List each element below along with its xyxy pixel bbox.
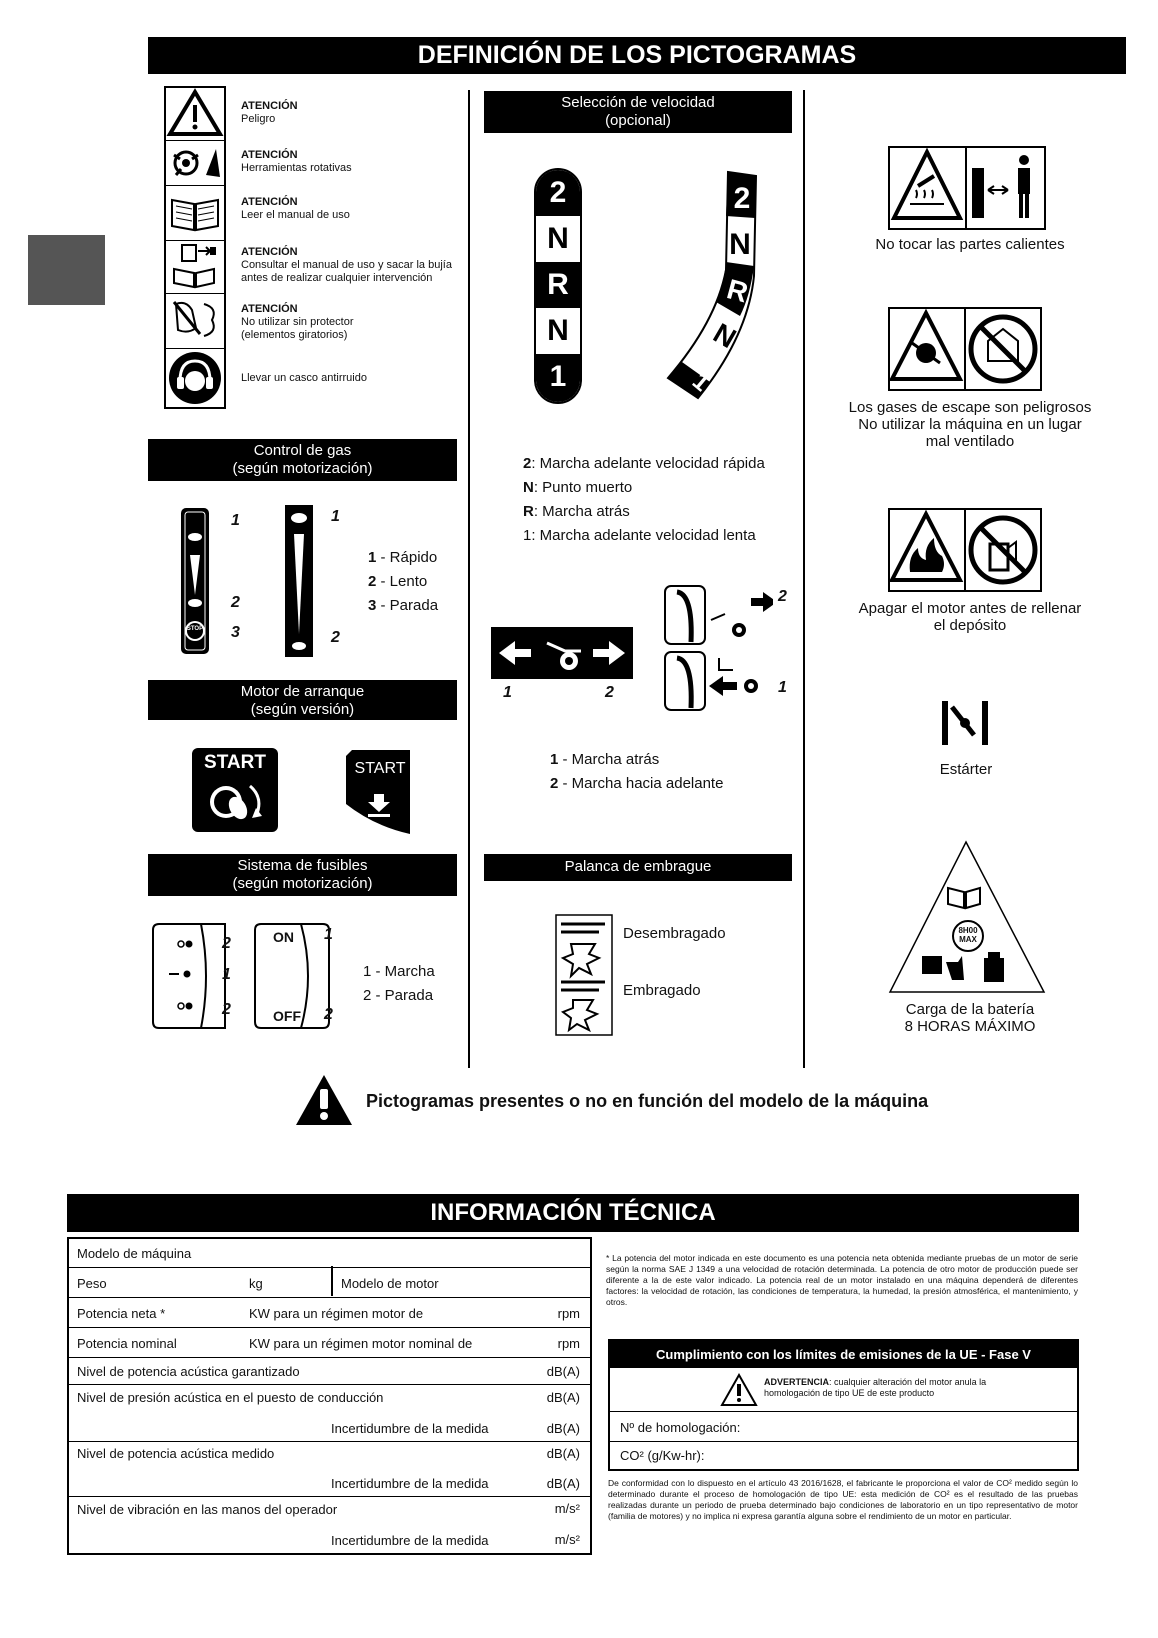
nominal-power-desc: KW para un régimen motor nominal de — [249, 1336, 473, 1351]
warning-text-3 — [241, 196, 461, 222]
nominal-power-label: Potencia nominal — [77, 1336, 177, 1351]
badge-line: 8H00 — [958, 926, 978, 935]
dba-unit: dB(A) — [546, 1446, 580, 1461]
gear-r: R — [536, 262, 580, 308]
warning-text-5 — [241, 303, 461, 342]
eu-warning-icon — [720, 1373, 758, 1407]
uncertainty-label: Incertidumbre de la medida — [331, 1421, 489, 1436]
page-title: DEFINICIÓN DE LOS PICTOGRAMAS — [148, 37, 1126, 74]
speed-key: 2 — [523, 455, 532, 472]
exhaust-line: mal ventilado — [925, 433, 1015, 450]
battery-label — [858, 1001, 1082, 1035]
exhaust-label — [832, 399, 1108, 450]
vibration-label: Nivel de vibración en las manos del operador — [77, 1502, 338, 1517]
reverse-lever-icon — [663, 650, 773, 712]
clutch-lever-icon — [555, 914, 613, 1036]
speed-legend-text: : Marcha adelante velocidad lenta — [531, 527, 756, 544]
speed-key: N — [523, 479, 534, 496]
start-button-label: START — [354, 760, 406, 777]
stop-label: STOP — [186, 626, 204, 632]
sound-power-label: Nivel de potencia acústica garantizado — [77, 1364, 300, 1379]
fuses-legend — [363, 960, 435, 1008]
gas-legend — [368, 546, 438, 618]
clutch-label-disengaged: Desembragado — [623, 925, 726, 942]
gas-legend-num: 3 — [368, 597, 377, 614]
spark-plug-manual-icon — [166, 241, 224, 294]
tech-row-sound-power — [69, 1358, 590, 1385]
warning-title: ATENCIÓN — [241, 303, 298, 315]
battery-line: 8 HORAS MÁXIMO — [904, 1018, 1036, 1035]
gas-mark-2: 2 — [231, 594, 240, 611]
gas-legend-num: 1 — [368, 549, 377, 566]
warning-desc: Herramientas rotativas — [241, 162, 352, 174]
gas-mark-3: 3 — [231, 624, 240, 641]
starter-header — [148, 680, 457, 720]
notice-text: Pictogramas presentes o no en función del modelo de la máquina — [366, 1091, 929, 1111]
warning-triangle-icon — [166, 88, 224, 141]
gear-selector-curved-icon — [640, 166, 760, 406]
gear-selector-straight-icon — [534, 168, 582, 404]
eu-warning-desc: : cualquier alteración del motor anula la homologación de tipo UE de este producto — [764, 1377, 987, 1398]
warning-title: ATENCIÓN — [241, 149, 298, 161]
on-label: ON — [273, 929, 294, 945]
warning-desc: (elementos giratorios) — [241, 329, 348, 341]
tech-row-sound-pressure — [69, 1385, 590, 1442]
dba-unit: dB(A) — [546, 1476, 580, 1491]
speed-legend-text: : Marcha adelante velocidad rápida — [531, 455, 765, 472]
co2-note: De conformidad con lo dispuesto en el artículo 43 2016/1628, el fabricante le proporciona el valor de CO² medido según lo determinado durante el proceso de homologación de tipo UE: esta medición de CO² es el resultado de las pruebas realizadas durante un periodo de prueba determinado bajo condiciones de laboratorio en un tipo representativo de motor (familia de motores) y no implica ni expresa garantía alguna sobre el rendimiento de un motor en particular. — [608, 1478, 1078, 1521]
start-button-icon — [344, 748, 412, 836]
switch-mark-2: 2 — [324, 1006, 333, 1023]
warning-text-4 — [241, 246, 466, 285]
rotating-tools-icon — [166, 141, 224, 186]
clutch-label-engaged: Embragado — [623, 982, 701, 999]
fuses-header-line: Sistema de fusibles — [237, 857, 368, 874]
dir-mark-2: 2 — [605, 684, 614, 701]
warning-text-1 — [241, 100, 461, 126]
dir-legend-text: - Marcha hacia adelante — [558, 775, 724, 792]
gas-header-line: Control de gas — [253, 442, 352, 459]
battery-line: Carga de la batería — [905, 1001, 1035, 1018]
warning-title: ATENCIÓN — [241, 100, 298, 112]
dir-legend-num: 2 — [550, 775, 559, 792]
exhaust-line: Los gases de escape son peligrosos — [848, 399, 1092, 416]
gas-mark-n2: 2 — [331, 629, 340, 646]
exhaust-gas-icon — [888, 307, 1042, 391]
gas-header-line: (según motorización) — [232, 460, 373, 477]
choke-label: Estárter — [939, 761, 993, 778]
divider-left — [468, 90, 470, 1068]
dba-unit: dB(A) — [546, 1421, 580, 1436]
rpm-unit: rpm — [557, 1336, 580, 1351]
choke-icon — [938, 697, 994, 749]
speed-legend — [523, 452, 765, 548]
ms2-unit: m/s² — [554, 1532, 580, 1547]
gear-1: 1 — [536, 354, 580, 402]
warning-desc: Llevar un casco antirruido — [241, 372, 367, 384]
divider-right — [803, 90, 805, 1068]
dir-legend-text: - Marcha atrás — [558, 751, 660, 768]
tech-table — [67, 1237, 592, 1555]
dir-mark-4: 1 — [778, 679, 787, 696]
warning-desc: Consultar el manual de uso y sacar la bujía — [241, 259, 452, 271]
dir-legend-num: 1 — [550, 751, 559, 768]
fuses-legend-item: 1 - Marcha — [363, 963, 435, 980]
weight-label: Peso — [77, 1276, 107, 1291]
eu-warning-bold: ADVERTENCIA — [764, 1377, 830, 1387]
warning-text-6 — [241, 372, 461, 385]
svg-text:1: 1 — [687, 367, 715, 397]
speed-header-line: Selección de velocidad — [561, 94, 715, 111]
rpm-unit: rpm — [557, 1306, 580, 1321]
speed-key: 1 — [523, 527, 532, 544]
warning-desc: No utilizar sin protector — [241, 316, 354, 328]
weight-unit: kg — [249, 1276, 263, 1291]
warning-desc: Leer el manual de uso — [241, 209, 350, 221]
engine-model-label: Modelo de motor — [341, 1276, 439, 1291]
no-guard-icon — [166, 294, 224, 349]
gas-header — [148, 439, 457, 481]
tech-row-measured-power — [69, 1442, 590, 1497]
warning-title: ATENCIÓN — [241, 196, 298, 208]
svg-text:2: 2 — [733, 182, 751, 215]
refuel-line: Apagar el motor antes de rellenar — [858, 600, 1082, 617]
direction-legend — [550, 748, 723, 796]
start-key-label: START — [204, 752, 266, 773]
eu-title: Cumplimiento con los límites de emisiones de la UE - Fase V — [610, 1341, 1077, 1368]
gas-legend-text: - Rápido — [376, 549, 438, 566]
eu-warning-text — [764, 1377, 1004, 1399]
tech-row-nominal-power — [69, 1328, 590, 1358]
speed-legend-text: : Marcha atrás — [533, 503, 630, 520]
gear-n: N — [536, 308, 580, 354]
sound-pressure-label: Nivel de presión acústica en el puesto de conducción — [77, 1390, 384, 1405]
gas-mark-n1: 1 — [331, 508, 340, 525]
fuses-legend-item: 2 - Parada — [363, 987, 434, 1004]
warning-desc: antes de realizar cualquier intervención — [241, 272, 433, 284]
tech-row-model — [69, 1239, 590, 1268]
dba-unit: dB(A) — [546, 1364, 580, 1379]
fuse-mark-bot: 2 — [222, 1001, 231, 1018]
svg-text:N: N — [729, 228, 751, 261]
fuses-header-line: (según motorización) — [232, 875, 373, 892]
tech-row-vibration — [69, 1497, 590, 1553]
badge-line: MAX — [959, 935, 977, 944]
tech-title: INFORMACIÓN TÉCNICA — [67, 1194, 1079, 1232]
forward-lever-icon — [663, 584, 773, 646]
hot-surface-icon — [888, 146, 1046, 230]
warning-title: ATENCIÓN — [241, 246, 298, 258]
tech-row-net-power — [69, 1298, 590, 1328]
svg-text:N: N — [708, 317, 742, 355]
gas-legend-text: - Parada — [376, 597, 439, 614]
gear-n: N — [536, 216, 580, 262]
switch-mark-1: 1 — [324, 926, 333, 943]
exhaust-line: No utilizar la máquina en un lugar — [858, 416, 1082, 433]
gas-legend-num: 2 — [368, 573, 377, 590]
warning-text-2 — [241, 149, 461, 175]
fuse-switch-icon — [151, 922, 227, 1030]
fuse-mark-mid: 1 — [222, 966, 231, 983]
refuel-label — [838, 600, 1102, 634]
speed-legend-text: : Punto muerto — [533, 479, 633, 496]
notice-warning-icon — [294, 1073, 354, 1127]
speed-header-line: (opcional) — [605, 112, 671, 129]
throttle-lever-icon — [180, 507, 210, 655]
co2-label: CO² (g/Kw-hr): — [620, 1448, 705, 1463]
uncertainty-label: Incertidumbre de la medida — [331, 1476, 489, 1491]
start-key-icon — [192, 748, 278, 832]
power-footnote: * La potencia del motor indicada en este documento es una potencia neta obtenida mediante pruebas de un motor de serie según la norma SAE J 1349 a una velocidad de rotación determinada. La potencia de otro motor de producción puede ser diferente a la de este valor indicado. La potencia real de un motor instalado en una máquina dependerá de diferentes factores: la velocidad de rotación, las condiciones de temperatura, la humedad, la presión atmosférica, el mantenimiento, y otros. — [606, 1253, 1078, 1307]
measured-power-label: Nivel de potencia acústica medido — [77, 1446, 275, 1461]
hot-label: No tocar las partes calientes — [875, 236, 1065, 253]
gas-legend-text: - Lento — [376, 573, 428, 590]
tech-row-weight — [69, 1268, 590, 1298]
warning-desc: Peligro — [241, 113, 276, 125]
uncertainty-label: Incertidumbre de la medida — [331, 1533, 489, 1548]
dba-unit: dB(A) — [546, 1390, 580, 1405]
manual-book-icon — [166, 186, 224, 241]
fuses-header — [148, 854, 457, 896]
gas-mark-1: 1 — [231, 512, 240, 529]
starter-header-line: Motor de arranque — [240, 683, 365, 700]
refuel-line: el depósito — [933, 617, 1007, 634]
dir-mark-1: 1 — [503, 684, 512, 701]
gear-2: 2 — [536, 170, 580, 216]
starter-header-line: (según versión) — [250, 701, 355, 718]
model-label: Modelo de máquina — [77, 1246, 192, 1261]
throttle-lever-2-icon — [284, 504, 314, 658]
battery-charge-icon — [888, 838, 1048, 998]
speed-header — [484, 91, 792, 133]
eu-box — [608, 1339, 1079, 1471]
clutch-header: Palanca de embrague — [484, 854, 792, 881]
net-power-label: Potencia neta * — [77, 1306, 166, 1321]
svg-text:R: R — [723, 273, 752, 309]
speed-key: R — [523, 503, 534, 520]
warning-icon-column — [164, 86, 226, 409]
homologation-label: Nº de homologación: — [610, 1412, 1077, 1442]
dir-mark-3: 2 — [778, 588, 787, 605]
refuel-icon — [888, 508, 1042, 592]
direction-arrows-icon — [491, 627, 633, 679]
side-tab — [28, 235, 105, 305]
net-power-desc: KW para un régimen motor de — [249, 1306, 424, 1321]
ms2-unit: m/s² — [554, 1501, 580, 1516]
fuse-mark-top: 2 — [222, 935, 231, 952]
ear-protection-icon — [166, 349, 224, 407]
battery-badge — [952, 926, 984, 944]
off-label: OFF — [273, 1008, 301, 1024]
